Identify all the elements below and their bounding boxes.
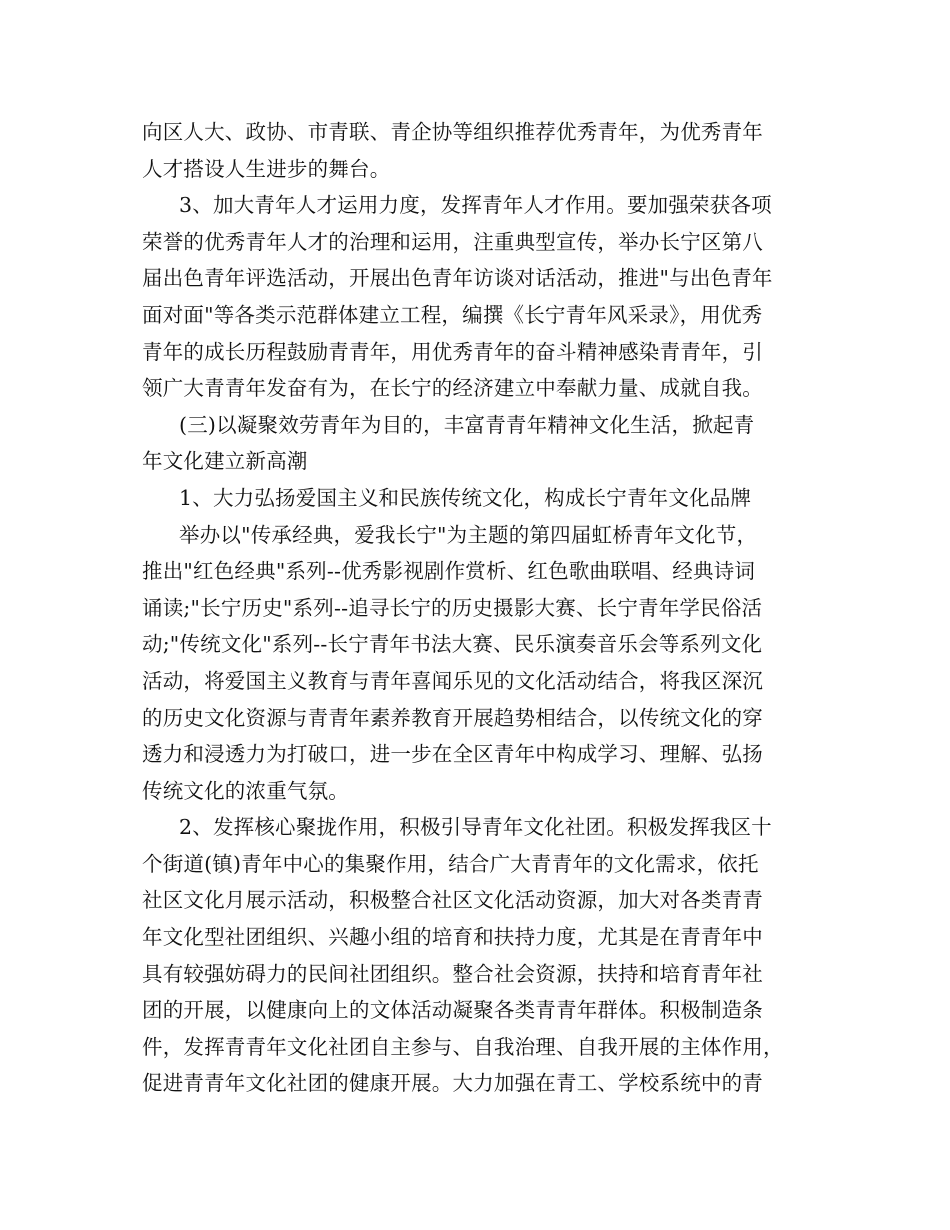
section-heading: 年文化建立新高潮 (142, 449, 308, 474)
text-line: 人才搭设人生进步的舞台。 (142, 156, 391, 181)
text-line: 青年的成长历程鼓励青青年，用优秀青年的奋斗精神感染青青年，引 (142, 339, 763, 364)
text-line: 年文化型社团组织、兴趣小组的培育和扶持力度，尤其是在青青年中 (142, 925, 763, 950)
text-line: 届出色青年评选活动，开展出色青年访谈对话活动，推进"与出色青年 (142, 266, 773, 291)
text-line: 件，发挥青青年文化社团自主参与、自我治理、自我开展的主体作用， (142, 1034, 784, 1059)
text-line: 荣誉的优秀青年人才的治理和运用，注重典型宣传，举办长宁区第八 (142, 229, 763, 254)
text-line: 推出"红色经典"系列--优秀影视剧作赏析、红色歌曲联唱、经典诗词 (142, 559, 756, 584)
text-line: 面对面"等各类示范群体建立工程，编撰《长宁青年风采录》，用优秀 (142, 302, 763, 327)
text-line: 向区人大、政协、市青联、青企协等组织推荐优秀青年，为优秀青年 (142, 120, 763, 144)
text-line: 举办以"传承经典，爱我长宁"为主题的第四届虹桥青年文化节， (179, 522, 758, 547)
subsection-heading: 1、大力弘扬爱国主义和民族传统文化，构成长宁青年文化品牌 (179, 485, 752, 510)
text-line: 传统文化的浓重气氛。 (142, 778, 349, 803)
text-line: 具有较强妨碍力的民间社团组织。整合社会资源，扶持和培育青年社 (142, 961, 763, 986)
section-heading: (三)以凝聚效劳青年为目的，丰富青青年精神文化生活，掀起青 (179, 412, 755, 437)
text-line: 3、加大青年人才运用力度，发挥青年人才作用。要加强荣获各项 (179, 193, 772, 218)
text-line: 个街道(镇)青年中心的集聚作用，结合广大青青年的文化需求，依托 (142, 851, 759, 876)
text-line: 的历史文化资源与青青年素养教育开展趋势相结合，以传统文化的穿 (142, 705, 763, 730)
text-line: 社区文化月展示活动，积极整合社区文化活动资源，加大对各类青青 (142, 888, 763, 913)
text-line: 领广大青青年发奋有为，在长宁的经济建立中奉献力量、成就自我。 (142, 376, 763, 401)
text-line: 透力和浸透力为打破口，进一步在全区青年中构成学习、理解、弘扬 (142, 742, 763, 767)
text-line: 促进青青年文化社团的健康开展。大力加强在青工、学校系统中的青 (142, 1071, 763, 1096)
document-body (142, 114, 810, 1102)
text-line: 动;"传统文化"系列--长宁青年书法大赛、民乐演奏音乐会等系列文化 (142, 632, 763, 657)
text-line: 团的开展，以健康向上的文体活动凝聚各类青青年群体。积极制造条 (142, 998, 763, 1023)
text-line: 2、发挥核心聚拢作用，积极引导青年文化社团。积极发挥我区十 (179, 815, 772, 840)
text-line: 诵读;"长宁历史"系列--追寻长宁的历史摄影大赛、长宁青年学民俗活 (142, 595, 763, 620)
text-line: 活动，将爱国主义教育与青年喜闻乐见的文化活动结合，将我区深沉 (142, 668, 763, 693)
